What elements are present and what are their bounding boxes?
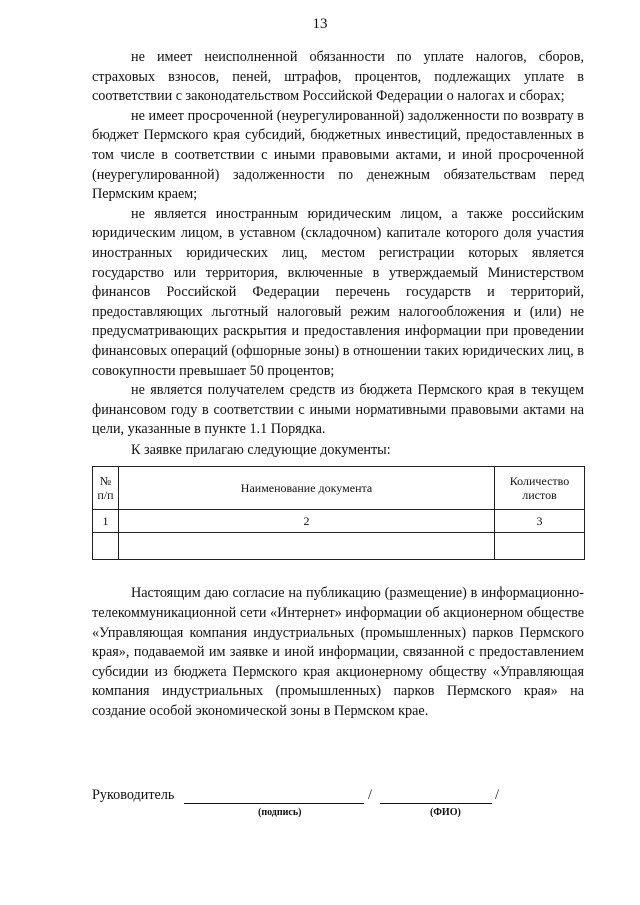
fio-hint: (ФИО) — [430, 807, 461, 818]
signature-hint: (подпись) — [258, 807, 302, 818]
table-cell — [119, 533, 495, 560]
fio-slash: / — [495, 787, 499, 803]
signature-slash: / — [368, 787, 372, 803]
fio-line — [380, 789, 492, 804]
table-row — [93, 533, 585, 560]
table-cell — [93, 533, 119, 560]
documents-table — [92, 466, 585, 560]
page-number: 13 — [312, 16, 328, 32]
table-cell — [495, 533, 585, 560]
table-header-row — [93, 467, 585, 510]
paragraph-tax-obligations: не имеет неисполненной обязанности по уплате налогов, сборов, страховых взносов, пеней, штрафов, процентов, подлежащих уплате в соответствии с законодательством Российской Федерации о налогах и сборах; — [92, 49, 584, 105]
documents-intro: К заявке прилагаю следующие документы: — [131, 441, 391, 458]
consent-paragraph: Настоящим даю согласие на публикацию (размещение) в информационно-телекоммуникационной сети «Интернет» информации об акционерном обществе «Управляющая компания индустриальных (промышленных) парков Пермского края», подаваемой им заявке и иной информации, связанной с предоставлением субсидии из бюджета Пермского края акционерному обществу «Управляющая компания индустриальных (промышленных) парков Пермского края» на создание особой экономической зоны в Пермском крае. — [92, 585, 584, 720]
signature-label: Руководитель — [92, 787, 175, 803]
table-row — [93, 510, 585, 533]
header-number: № п/п — [93, 467, 119, 510]
table-cell: 1 — [93, 510, 119, 533]
paragraph-foreign-entity: не является иностранным юридическим лицом, а также российским юридическим лицом, в уставном (складочном) капитале которого доля участия иностранных юридических лиц, местом регистрации которых является государство или территория, включенные в утверждаемый Министерством финансов Российской Федерации перечень государств и территорий, предоставляющих льготный налоговый режим налогообложения и (или) не предусматривающих раскрытия и предоставления информации при проведении финансовых операций (офшорные зоны) в отношении таких юридических лиц, в совокупности превышает 50 процентов; — [92, 205, 584, 379]
signature-line — [184, 789, 364, 804]
document-body — [92, 48, 584, 722]
table-cell: 3 — [495, 510, 585, 533]
header-document-name: Наименование документа — [119, 467, 495, 510]
paragraph-budget-recipient: не является получателем средств из бюджета Пермского края в текущем финансовом году в соответствии с иными нормативными правовыми актами на цели, указанные в пункте 1.1 Порядка. — [92, 382, 584, 438]
signature-block — [92, 787, 592, 827]
table-cell: 2 — [119, 510, 495, 533]
paragraph-overdue-debt: не имеет просроченной (неурегулированной) задолженности по возврату в бюджет Пермского края субсидий, бюджетных инвестиций, предоставленных в том числе в соответствии с иными правовыми актами, и иной просроченной (неурегулированной) задолженности по денежным обязательствам перед Пермским краем; — [92, 107, 584, 203]
header-sheet-count: Количество листов — [495, 467, 585, 510]
